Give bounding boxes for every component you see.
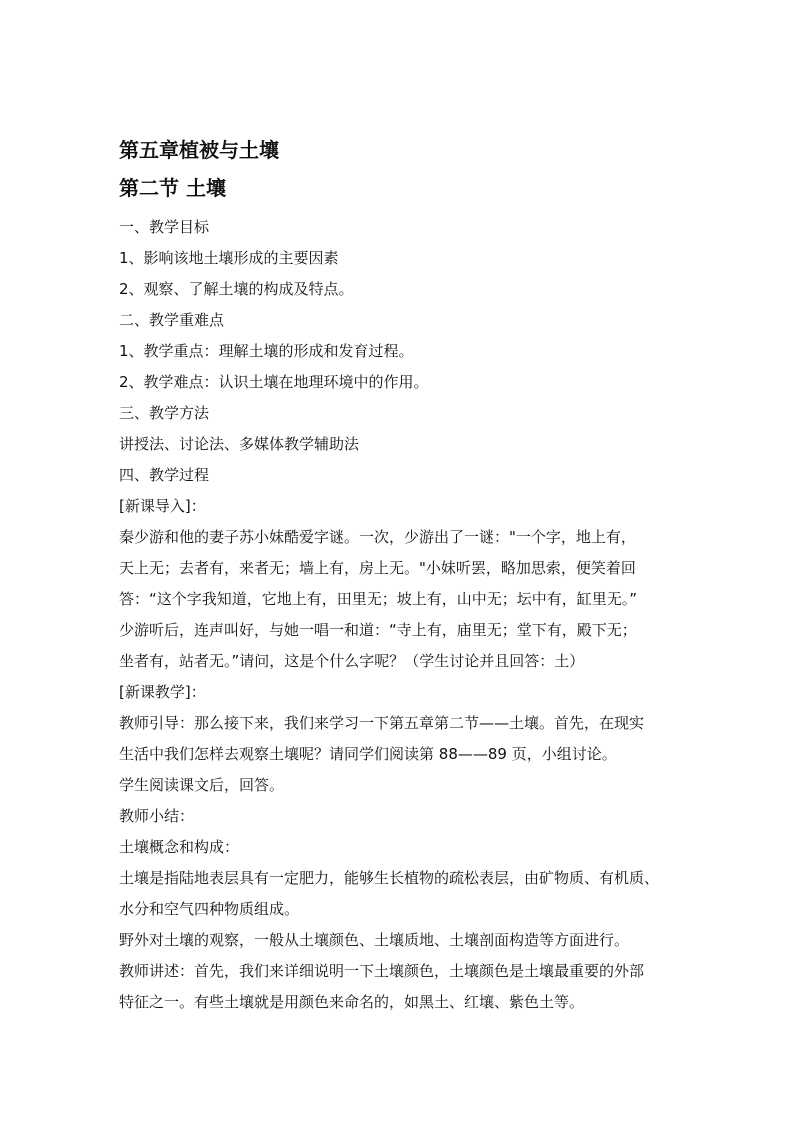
- methods-text: 讲授法、讨论法、多媒体教学辅助法: [119, 435, 360, 453]
- paragraph-line: 天上无；去者有，来者无；墙上有，房上无。"小妹听罢，略加思索，便笑着回: [119, 559, 636, 577]
- key-point-item: 2、教学难点：认识土壤在地理环境中的作用。: [119, 373, 429, 391]
- document-body: [119, 132, 699, 1018]
- paragraph-line: 土壤是指陆地表层具有一定肥力，能够生长植物的疏松表层，由矿物质、有机质、: [119, 869, 660, 887]
- paragraph-line: 学生阅读课文后，回答。: [119, 776, 285, 794]
- paragraph-line: 土壤概念和构成：: [119, 838, 240, 856]
- paragraph-line: 教师讲述：首先，我们来详细说明一下土壤颜色，土壤颜色是土壤最重要的外部: [119, 962, 645, 980]
- objective-item: 2、观察、了解土壤的构成及特点。: [119, 280, 354, 298]
- key-point-item: 1、教学重点：理解土壤的形成和发育过程。: [119, 342, 414, 360]
- paragraph-line: 教师小结：: [119, 807, 195, 825]
- chapter-title: 第五章植被与土壤: [119, 138, 279, 162]
- heading-objectives: 一、教学目标: [119, 218, 210, 236]
- paragraph-line: 坐者有，站者无。”请问，这是个什么字呢？（学生讨论并且回答：土）: [119, 652, 585, 670]
- paragraph-line: 野外对土壤的观察，一般从土壤颜色、土壤质地、土壤剖面构造等方面进行。: [119, 931, 630, 949]
- heading-methods: 三、教学方法: [119, 404, 210, 422]
- paragraph-line: 少游听后，连声叫好，与她一唱一和道：“寺上有，庙里无；堂下有，殿下无；: [119, 621, 637, 639]
- paragraph-line: 水分和空气四种物质组成。: [119, 900, 300, 918]
- objective-item: 1、影响该地土壤形成的主要因素: [119, 249, 339, 267]
- heading-process: 四、教学过程: [119, 466, 210, 484]
- paragraph-line: 答：“这个字我知道，它地上有，田里无；坡上有，山中无；坛中有，缸里无。”: [119, 590, 638, 608]
- paragraph-line: 教师引导：那么接下来，我们来学习一下第五章第二节——土壤。首先，在现实: [119, 714, 645, 732]
- heading-key-points: 二、教学重难点: [119, 311, 225, 329]
- subheading-teaching: [新课教学]：: [119, 683, 206, 701]
- paragraph-line: 特征之一。有些土壤就是用颜色来命名的，如黑土、红壤、紫色土等。: [119, 993, 585, 1011]
- paragraph-line: 生活中我们怎样去观察土壤呢？请同学们阅读第 88——89 页，小组讨论。: [119, 745, 617, 763]
- paragraph-line: 秦少游和他的妻子苏小妹酷爱字谜。一次，少游出了一谜："一个字，地上有，: [119, 528, 636, 546]
- subheading-intro: [新课导入]：: [119, 497, 206, 515]
- section-title: 第二节 土壤: [119, 176, 226, 200]
